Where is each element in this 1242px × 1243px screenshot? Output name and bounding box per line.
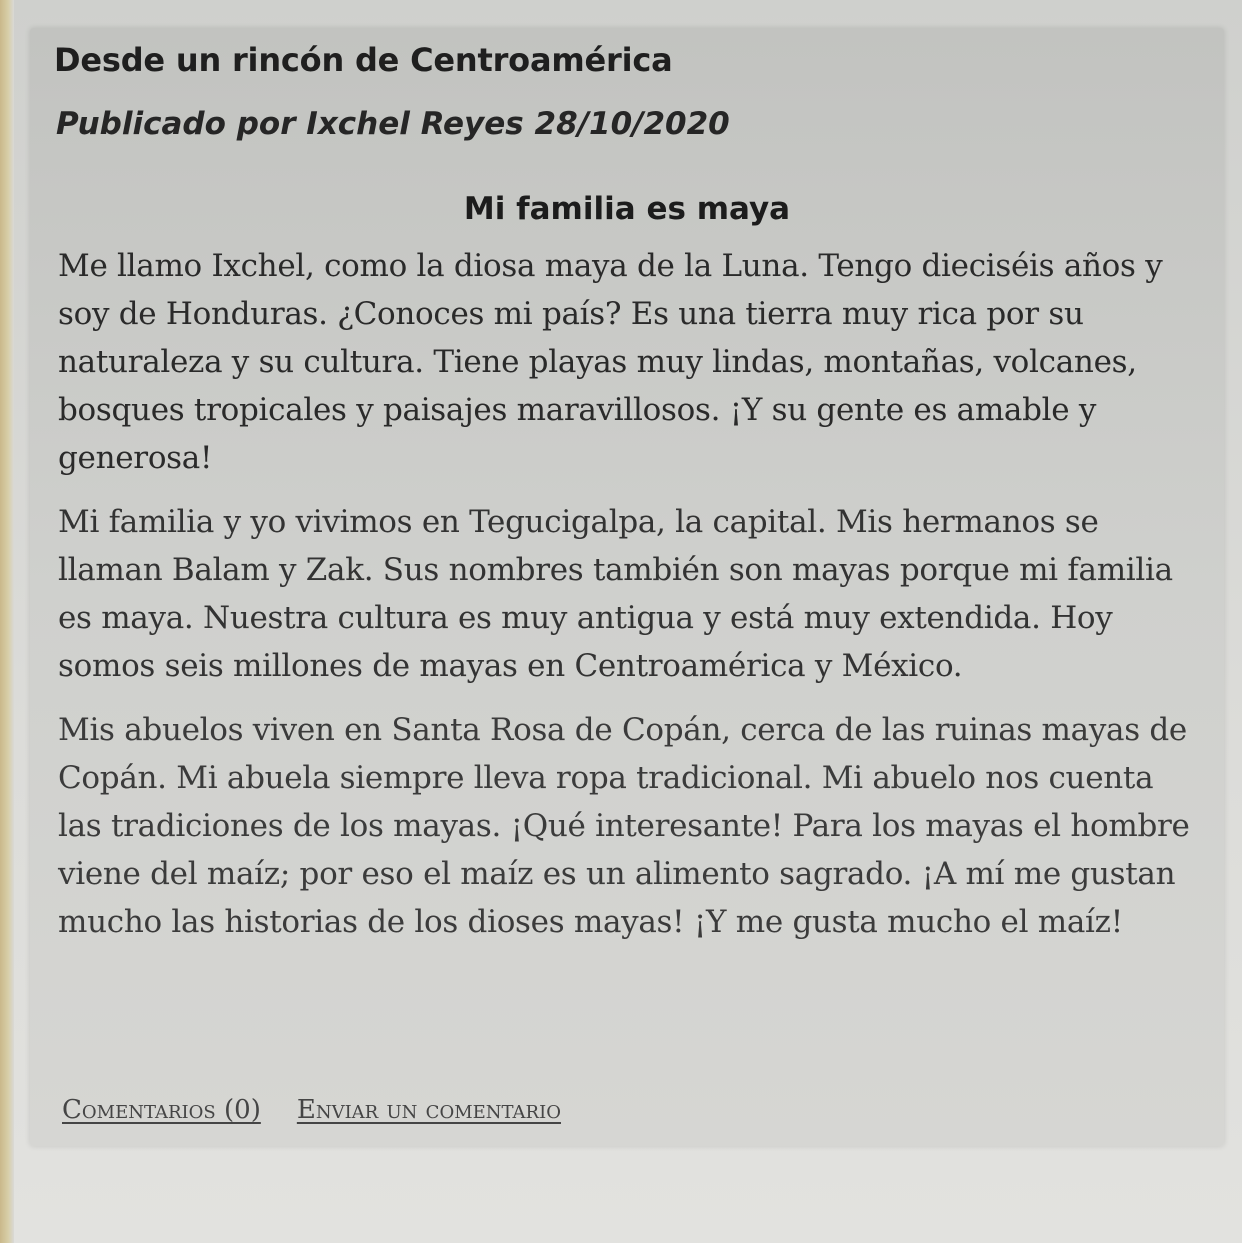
post-paragraph-3: Mis abuelos viven en Santa Rosa de Copán, cerca de las ruinas mayas de Copán. Mi abuela siempre lleva ropa tradicional. Mi abuelo nos cuenta las tradiciones de los mayas. ¡Qué interesante! Para los mayas el hombre viene del maíz; por eso el maíz es un alimento sagrado. ¡A mí me gustan mucho las historias de los dioses mayas! ¡Y me gusta mucho el maíz!: [58, 712, 1190, 940]
byline-prefix: Publicado por: [56, 106, 296, 142]
post-title: Mi familia es maya: [463, 191, 791, 227]
byline-author: Ixchel Reyes: [306, 106, 524, 142]
blog-title: Desde un rincón de Centroamérica: [54, 41, 673, 79]
send-comment-link[interactable]: Enviar un comentario: [296, 1095, 561, 1125]
comments-link[interactable]: Comentarios (0): [62, 1095, 261, 1125]
post-footer-links: [62, 1090, 561, 1130]
byline-date: 28/10/2020: [534, 106, 730, 142]
post-byline: [56, 102, 730, 146]
post-body: [58, 242, 1200, 962]
post-paragraph-2: Mi familia y yo vivimos en Tegucigalpa, la capital. Mis hermanos se llaman Balam y Zak. Sus nombres también son mayas porque mi familia es maya. Nuestra cultura es muy antigua y está muy extendida. Hoy somos seis millones de mayas en Centroamérica y México.: [58, 504, 1173, 684]
post-paragraph-1: Me llamo Ixchel, como la diosa maya de la Luna. Tengo dieciséis años y soy de Honduras. ¿Conoces mi país? Es una tierra muy rica por su naturaleza y su cultura. Tiene playas muy lindas, montañas, volcanes, bosques tropicales y paisajes maravillosos. ¡Y su gente es amable y generosa!: [58, 248, 1163, 476]
left-edge-strip: [0, 0, 14, 1243]
